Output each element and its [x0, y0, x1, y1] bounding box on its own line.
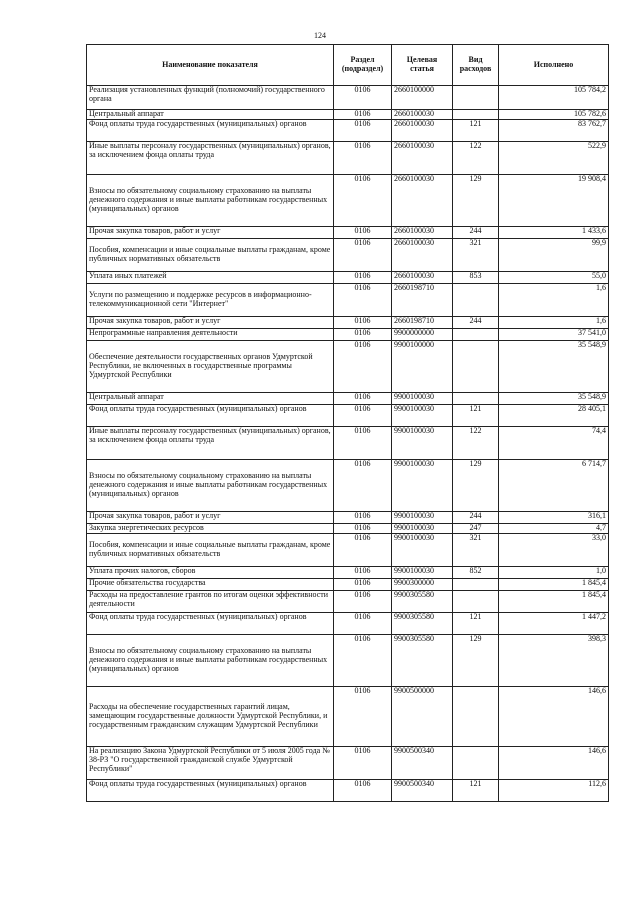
row-target: 2660100030 [392, 142, 453, 175]
row-name: Реализация установленных функций (полномочий) государственного органа [87, 86, 334, 110]
row-amount: 74,4 [499, 427, 609, 460]
row-amount: 35 548,9 [499, 393, 609, 405]
row-name: Фонд оплаты труда государственных (муниципальных) органов [87, 613, 334, 635]
row-section: 0106 [334, 272, 392, 284]
row-name: Пособия, компенсации и иные социальные выплаты гражданам, кроме публичных нормативных обязательств [87, 239, 334, 272]
row-type: 247 [453, 524, 499, 534]
row-name: Фонд оплаты труда государственных (муниципальных) органов [87, 780, 334, 802]
row-name: Уплата прочих налогов, сборов [87, 567, 334, 579]
header-type: Вид расходов [453, 45, 499, 86]
row-amount: 105 784,2 [499, 86, 609, 110]
row-type: 121 [453, 120, 499, 142]
row-section: 0106 [334, 175, 392, 227]
table-row [87, 227, 609, 239]
row-amount: 4,7 [499, 524, 609, 534]
header-section: Раздел (подраздел) [334, 45, 392, 86]
row-section: 0106 [334, 427, 392, 460]
row-name: Прочие обязательства государства [87, 579, 334, 591]
row-section: 0106 [334, 120, 392, 142]
row-name: Прочая закупка товаров, работ и услуг [87, 512, 334, 524]
table-header-row [87, 45, 609, 86]
row-type [453, 284, 499, 317]
row-name: Взносы по обязательному социальному страхованию на выплаты денежного содержания и иные выплаты работникам государственных (муниципальных) органов [87, 175, 334, 227]
row-amount: 146,6 [499, 687, 609, 747]
table-row [87, 780, 609, 802]
row-amount: 1 845,4 [499, 591, 609, 613]
row-name: Непрограммные направления деятельности [87, 329, 334, 341]
row-section: 0106 [334, 567, 392, 579]
row-type [453, 687, 499, 747]
row-target: 9900100030 [392, 524, 453, 534]
row-name: Иные выплаты персоналу государственных (муниципальных) органов, за исключением фонда оплаты труда [87, 142, 334, 175]
row-section: 0106 [334, 284, 392, 317]
row-section: 0106 [334, 239, 392, 272]
row-type: 122 [453, 142, 499, 175]
row-type: 321 [453, 239, 499, 272]
row-target: 9900100030 [392, 393, 453, 405]
row-section: 0106 [334, 591, 392, 613]
table-row [87, 579, 609, 591]
row-name: На реализацию Закона Удмуртской Республики от 5 июля 2005 года № 38-РЗ "О государственной гражданской службе Удмуртской Республики" [87, 747, 334, 780]
row-name: Расходы на обеспечение государственных гарантий лицам, замещающим государственные должности Удмуртской Республики, и государственным гражданским служащим Удмуртской Республики [87, 687, 334, 747]
row-section: 0106 [334, 635, 392, 687]
table-row [87, 524, 609, 534]
row-name: Фонд оплаты труда государственных (муниципальных) органов [87, 120, 334, 142]
row-section: 0106 [334, 534, 392, 567]
table-row [87, 747, 609, 780]
row-type: 129 [453, 460, 499, 512]
row-name: Услуги по размещению и поддержке ресурсов в информационно-телекоммуникационной сети "Интернет" [87, 284, 334, 317]
row-type: 244 [453, 512, 499, 524]
row-amount: 6 714,7 [499, 460, 609, 512]
table-row [87, 120, 609, 142]
row-target: 9900500340 [392, 747, 453, 780]
row-type: 852 [453, 567, 499, 579]
table-row [87, 110, 609, 120]
row-target: 2660100030 [392, 272, 453, 284]
header-name: Наименование показателя [87, 45, 334, 86]
row-type: 321 [453, 534, 499, 567]
row-target: 2660198710 [392, 284, 453, 317]
row-section: 0106 [334, 780, 392, 802]
table-row [87, 284, 609, 317]
row-name: Пособия, компенсации и иные социальные выплаты гражданам, кроме публичных нормативных обязательств [87, 534, 334, 567]
row-type: 129 [453, 635, 499, 687]
row-target: 9900305580 [392, 613, 453, 635]
row-amount: 316,1 [499, 512, 609, 524]
row-amount: 35 548,9 [499, 341, 609, 393]
row-section: 0106 [334, 524, 392, 534]
row-target: 9900305580 [392, 591, 453, 613]
row-target: 2660100030 [392, 175, 453, 227]
row-type [453, 86, 499, 110]
row-name: Прочая закупка товаров, работ и услуг [87, 227, 334, 239]
row-section: 0106 [334, 613, 392, 635]
row-type [453, 341, 499, 393]
table-row [87, 613, 609, 635]
row-type: 121 [453, 780, 499, 802]
table-row [87, 272, 609, 284]
row-name: Взносы по обязательному социальному страхованию на выплаты денежного содержания и иные выплаты работникам государственных (муниципальных) органов [87, 460, 334, 512]
row-name: Прочая закупка товаров, работ и услуг [87, 317, 334, 329]
row-amount: 19 908,4 [499, 175, 609, 227]
row-amount: 1 845,4 [499, 579, 609, 591]
row-section: 0106 [334, 460, 392, 512]
row-target: 9900100030 [392, 512, 453, 524]
row-amount: 398,3 [499, 635, 609, 687]
row-amount: 55,0 [499, 272, 609, 284]
row-name: Обеспечение деятельности государственных органов Удмуртской Республики, не включенных в государственные программы Удмуртской Республики [87, 341, 334, 393]
row-amount: 1,0 [499, 567, 609, 579]
header-target: Целевая статья [392, 45, 453, 86]
header-amount: Исполнено [499, 45, 609, 86]
table-row [87, 567, 609, 579]
row-amount: 99,9 [499, 239, 609, 272]
row-amount: 1,6 [499, 284, 609, 317]
row-target: 2660100030 [392, 227, 453, 239]
row-target: 2660100030 [392, 239, 453, 272]
table-row [87, 329, 609, 341]
row-section: 0106 [334, 512, 392, 524]
table-row [87, 427, 609, 460]
row-type: 244 [453, 227, 499, 239]
row-target: 9900100030 [392, 534, 453, 567]
table-row [87, 635, 609, 687]
table-row [87, 512, 609, 524]
row-amount: 37 541,0 [499, 329, 609, 341]
row-target: 9900100030 [392, 460, 453, 512]
row-name: Уплата иных платежей [87, 272, 334, 284]
table-row [87, 405, 609, 427]
table-row [87, 591, 609, 613]
row-section: 0106 [334, 687, 392, 747]
row-amount: 146,6 [499, 747, 609, 780]
table-row [87, 86, 609, 110]
row-amount: 1 433,6 [499, 227, 609, 239]
table-row [87, 239, 609, 272]
row-amount: 28 405,1 [499, 405, 609, 427]
row-section: 0106 [334, 393, 392, 405]
row-target: 9900305580 [392, 635, 453, 687]
table-row [87, 142, 609, 175]
row-amount: 83 762,7 [499, 120, 609, 142]
row-type: 122 [453, 427, 499, 460]
row-amount: 1,6 [499, 317, 609, 329]
row-target: 9900100030 [392, 405, 453, 427]
row-section: 0106 [334, 227, 392, 239]
page-number: 124 [314, 31, 326, 40]
row-amount: 112,6 [499, 780, 609, 802]
row-section: 0106 [334, 142, 392, 175]
table-row [87, 393, 609, 405]
row-type: 244 [453, 317, 499, 329]
row-type: 121 [453, 613, 499, 635]
row-name: Закупка энергетических ресурсов [87, 524, 334, 534]
row-target: 9900500000 [392, 687, 453, 747]
row-type [453, 591, 499, 613]
table-row [87, 534, 609, 567]
row-section: 0106 [334, 329, 392, 341]
expenditure-table [86, 44, 609, 802]
row-name: Взносы по обязательному социальному страхованию на выплаты денежного содержания и иные выплаты работникам государственных (муниципальных) органов [87, 635, 334, 687]
row-name: Фонд оплаты труда государственных (муниципальных) органов [87, 405, 334, 427]
row-amount: 1 447,2 [499, 613, 609, 635]
row-type: 853 [453, 272, 499, 284]
row-target: 9900100000 [392, 341, 453, 393]
row-target: 9900000000 [392, 329, 453, 341]
row-target: 9900100030 [392, 427, 453, 460]
row-section: 0106 [334, 405, 392, 427]
row-section: 0106 [334, 317, 392, 329]
table-row [87, 175, 609, 227]
row-section: 0106 [334, 747, 392, 780]
table-row [87, 341, 609, 393]
row-type [453, 110, 499, 120]
row-type: 129 [453, 175, 499, 227]
row-target: 2660100030 [392, 110, 453, 120]
row-type [453, 579, 499, 591]
row-target: 2660198710 [392, 317, 453, 329]
table-row [87, 460, 609, 512]
row-amount: 33,0 [499, 534, 609, 567]
row-type [453, 329, 499, 341]
row-target: 9900500340 [392, 780, 453, 802]
row-section: 0106 [334, 579, 392, 591]
row-type [453, 393, 499, 405]
row-name: Центральный аппарат [87, 393, 334, 405]
row-type [453, 747, 499, 780]
row-target: 2660100000 [392, 86, 453, 110]
row-amount: 522,9 [499, 142, 609, 175]
row-type: 121 [453, 405, 499, 427]
row-target: 2660100030 [392, 120, 453, 142]
row-target: 9900100030 [392, 567, 453, 579]
row-name: Расходы на предоставление грантов по итогам оценки эффективности деятельности [87, 591, 334, 613]
table-row [87, 317, 609, 329]
row-name: Центральный аппарат [87, 110, 334, 120]
row-target: 9900300000 [392, 579, 453, 591]
row-section: 0106 [334, 110, 392, 120]
table-row [87, 687, 609, 747]
row-section: 0106 [334, 341, 392, 393]
row-amount: 105 782,6 [499, 110, 609, 120]
row-name: Иные выплаты персоналу государственных (муниципальных) органов, за исключением фонда оплаты труда [87, 427, 334, 460]
row-section: 0106 [334, 86, 392, 110]
